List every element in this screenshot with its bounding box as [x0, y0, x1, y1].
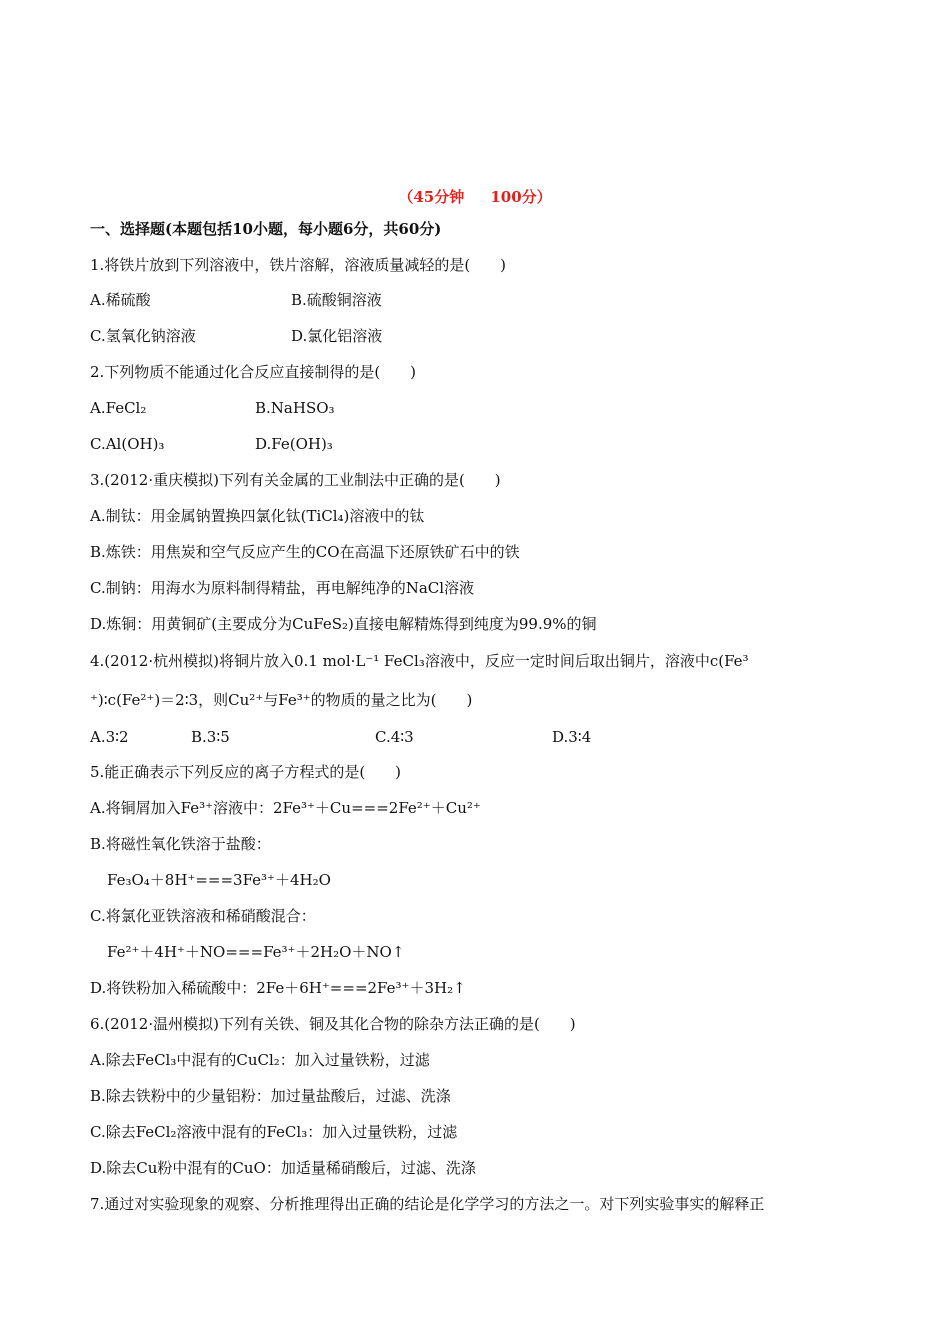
question-6-option-a: A.除去FeCl₃中混有的CuCl₂：加入过量铁粉，过滤	[90, 1051, 430, 1069]
question-1-stem: 1.将铁片放到下列溶液中，铁片溶解，溶液质量减轻的是( )	[90, 256, 507, 274]
question-7-stem: 7.通过对实验现象的观察、分析推理得出正确的结论是化学学习的方法之一。对下列实验事实的解释正	[90, 1195, 765, 1213]
question-3-option-a: A.制钛：用金属钠置换四氯化钛(TiCl₄)溶液中的钛	[90, 507, 425, 525]
question-4-stem-line-1: 4.(2012·杭州模拟)将铜片放入0.1 mol·L⁻¹ FeCl₃溶液中，反应一定时间后取出铜片，溶液中c(Fe³	[90, 652, 749, 670]
question-2-option-a: A.FeCl₂	[90, 399, 147, 417]
question-1-option-c: C.氢氧化钠溶液	[90, 327, 196, 345]
question-4-option-b: B.3∶5	[191, 728, 230, 746]
section-title: 一、选择题(本题包括10小题，每小题6分，共60分)	[90, 220, 442, 238]
question-5-option-c: C.将氯化亚铁溶液和稀硝酸混合：	[90, 907, 316, 925]
question-4-stem-line-2: ⁺)∶c(Fe²⁺)＝2∶3，则Cu²⁺与Fe³⁺的物质的量之比为( )	[90, 691, 473, 709]
question-2-option-c: C.Al(OH)₃	[90, 435, 165, 453]
question-6-stem: 6.(2012·温州模拟)下列有关铁、铜及其化合物的除杂方法正确的是( )	[90, 1015, 576, 1033]
question-3-stem: 3.(2012·重庆模拟)下列有关金属的工业制法中正确的是( )	[90, 471, 501, 489]
question-3-option-b: B.炼铁：用焦炭和空气反应产生的CO在高温下还原铁矿石中的铁	[90, 543, 520, 561]
question-6-option-c: C.除去FeCl₂溶液中混有的FeCl₃：加入过量铁粉，过滤	[90, 1123, 458, 1141]
question-1-option-d: D.氯化铝溶液	[291, 327, 383, 345]
question-4-option-d: D.3∶4	[552, 728, 592, 746]
question-6-option-d: D.除去Cu粉中混有的CuO：加适量稀硝酸后，过滤、洗涤	[90, 1159, 476, 1177]
question-2-option-b: B.NaHSO₃	[255, 399, 335, 417]
question-1-option-b: B.硫酸铜溶液	[291, 291, 382, 309]
question-5-option-d: D.将铁粉加入稀硫酸中：2Fe＋6H⁺===2Fe³⁺＋3H₂↑	[90, 979, 466, 997]
question-4-option-c: C.4∶3	[375, 728, 414, 746]
question-5-option-a: A.将铜屑加入Fe³⁺溶液中：2Fe³⁺＋Cu===2Fe²⁺＋Cu²⁺	[90, 799, 481, 817]
question-2-option-d: D.Fe(OH)₃	[255, 435, 333, 453]
question-2-stem: 2.下列物质不能通过化合反应直接制得的是( )	[90, 363, 417, 381]
question-4-option-a: A.3∶2	[90, 728, 129, 746]
exam-timing: （45分钟 100分）	[398, 188, 552, 206]
question-5-option-c-equation: Fe²⁺＋4H⁺＋NO===Fe³⁺＋2H₂O＋NO↑	[107, 943, 405, 961]
question-5-option-b: B.将磁性氧化铁溶于盐酸：	[90, 835, 271, 853]
question-1-option-a: A.稀硫酸	[90, 291, 151, 309]
question-5-option-b-equation: Fe₃O₄＋8H⁺===3Fe³⁺＋4H₂O	[107, 871, 331, 889]
question-3-option-c: C.制钠：用海水为原料制得精盐，再电解纯净的NaCl溶液	[90, 579, 475, 597]
question-5-stem: 5.能正确表示下列反应的离子方程式的是( )	[90, 763, 402, 781]
question-6-option-b: B.除去铁粉中的少量铝粉：加过量盐酸后，过滤、洗涤	[90, 1087, 451, 1105]
question-3-option-d: D.炼铜：用黄铜矿(主要成分为CuFeS₂)直接电解精炼得到纯度为99.9%的铜	[90, 615, 597, 633]
